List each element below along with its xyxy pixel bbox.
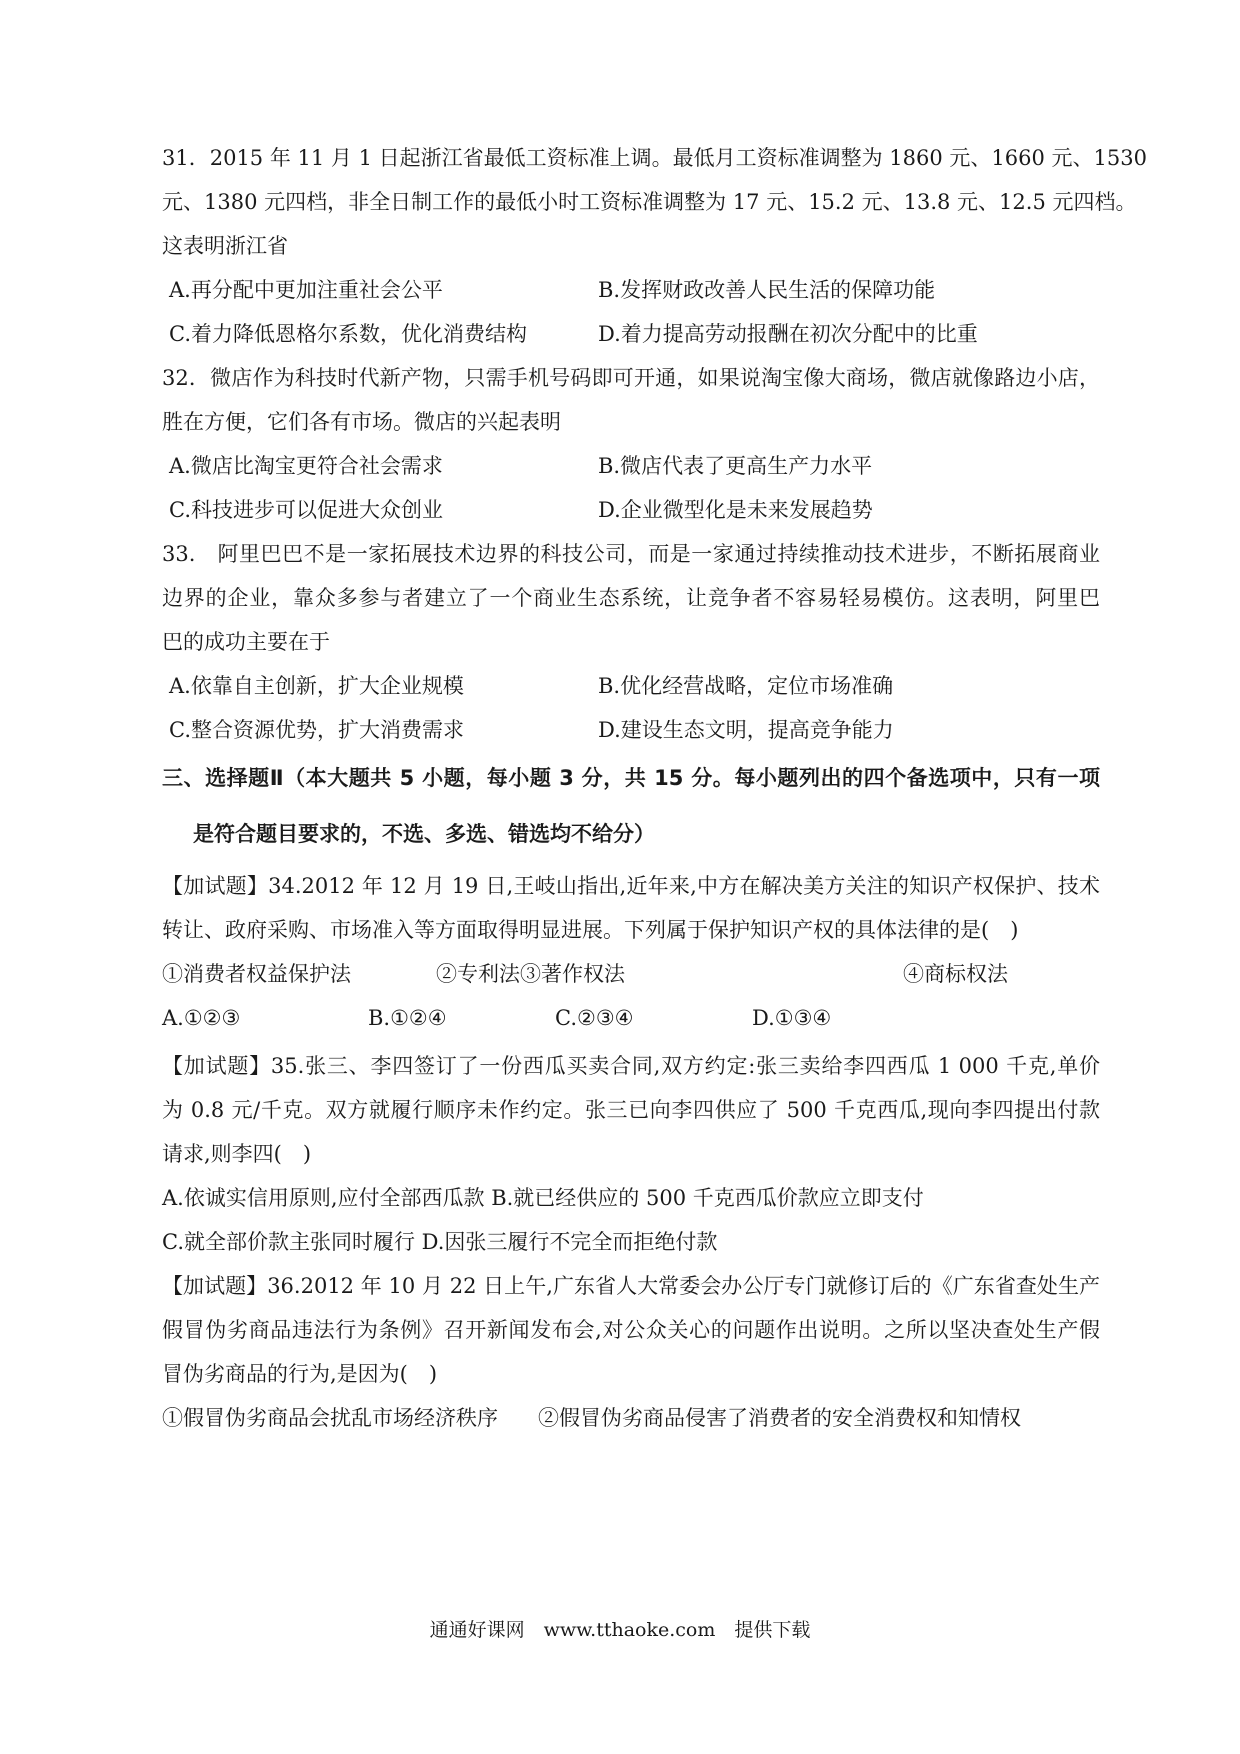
q33-stem-line-2: 边界的企业，靠众多参与者建立了一个商业生态系统，让竞争者不容易轻易模仿。这表明，阿里巴: [162, 586, 1100, 610]
q33-option-a: A.依靠自主创新，扩大企业规模: [169, 674, 464, 698]
q36-item-1: ①假冒伪劣商品会扰乱市场经济秩序: [162, 1406, 498, 1430]
q33-stem-line-3: 巴的成功主要在于: [162, 630, 330, 654]
q32-option-a: A.微店比淘宝更符合社会需求: [169, 454, 443, 478]
q34-item-1: ①消费者权益保护法: [162, 962, 351, 986]
q36-stem-line-1: 【加试题】36.2012 年 10 月 22 日上午,广东省人大常委会办公厅专门就修订后的《广东省查处生产: [162, 1274, 1100, 1298]
q34-option-b: B.①②④: [368, 1006, 447, 1030]
q36-item-2: ②假冒伪劣商品侵害了消费者的安全消费权和知情权: [538, 1406, 1021, 1430]
q34-option-d: D.①③④: [752, 1006, 832, 1030]
section-3-heading-line-2: 是符合题目要求的，不选、多选、错选均不给分）: [193, 822, 655, 846]
q36-stem-line-3: 冒伪劣商品的行为,是因为( ): [162, 1362, 438, 1386]
q31-stem-line-1: 31．2015 年 11 月 1 日起浙江省最低工资标准上调。最低月工资标准调整为 1860 元、1660 元、1530: [162, 146, 1147, 170]
q35-options-row-1: A.依诚实信用原则,应付全部西瓜款 B.就已经供应的 500 千克西瓜价款应立即支付: [162, 1186, 924, 1210]
q33-stem-line-1: 33. 阿里巴巴不是一家拓展技术边界的科技公司，而是一家通过持续推动技术进步，不断拓展商业: [162, 542, 1100, 566]
q31-option-d: D.着力提高劳动报酬在初次分配中的比重: [598, 322, 978, 346]
q31-stem-line-2: 元、1380 元四档，非全日制工作的最低小时工资标准调整为 17 元、15.2 元、13.8 元、12.5 元四档。: [162, 190, 1137, 214]
q36-stem-line-2: 假冒伪劣商品违法行为条例》召开新闻发布会,对公众关心的问题作出说明。之所以坚决查处生产假: [162, 1318, 1100, 1342]
q33-option-d: D.建设生态文明，提高竞争能力: [598, 718, 894, 742]
q31-stem-line-3: 这表明浙江省: [162, 234, 288, 258]
q34-option-c: C.②③④: [555, 1006, 634, 1030]
q32-option-c: C.科技进步可以促进大众创业: [169, 498, 443, 522]
q34-stem-line-2: 转让、政府采购、市场准入等方面取得明显进展。下列属于保护知识产权的具体法律的是( ): [162, 918, 1019, 942]
q33-option-b: B.优化经营战略，定位市场准确: [598, 674, 894, 698]
q34-stem-line-1: 【加试题】34.2012 年 12 月 19 日,王岐山指出,近年来,中方在解决美方关注的知识产权保护、技术: [162, 874, 1100, 898]
q35-stem-line-2: 为 0.8 元/千克。双方就履行顺序未作约定。张三已向李四供应了 500 千克西瓜,现向李四提出付款: [162, 1098, 1100, 1122]
q32-stem-line-2: 胜在方便，它们各有市场。微店的兴起表明: [162, 410, 561, 434]
q32-stem-line-1: 32．微店作为科技时代新产物，只需手机号码即可开通，如果说淘宝像大商场，微店就像路边小店，: [162, 366, 1100, 390]
q31-option-c: C.着力降低恩格尔系数，优化消费结构: [169, 322, 527, 346]
q35-options-row-2: C.就全部价款主张同时履行 D.因张三履行不完全而拒绝付款: [162, 1230, 718, 1254]
q34-option-a: A.①②③: [162, 1006, 241, 1030]
q32-option-b: B.微店代表了更高生产力水平: [598, 454, 873, 478]
page-footer: 通通好课网 www.tthaoke.com 提供下载: [429, 1619, 811, 1641]
section-3-heading-line-1: 三、选择题Ⅱ（本大题共 5 小题，每小题 3 分，共 15 分。每小题列出的四个备选项中，只有一项: [162, 766, 1100, 790]
q34-item-2-3: ②专利法③著作权法: [436, 962, 625, 986]
q31-option-a: A.再分配中更加注重社会公平: [169, 278, 443, 302]
q32-option-d: D.企业微型化是未来发展趋势: [598, 498, 873, 522]
q31-option-b: B.发挥财政改善人民生活的保障功能: [598, 278, 936, 302]
q33-option-c: C.整合资源优势，扩大消费需求: [169, 718, 464, 742]
q35-stem-line-3: 请求,则李四( ): [162, 1142, 312, 1166]
q34-item-4: ④商标权法: [903, 962, 1008, 986]
q35-stem-line-1: 【加试题】35.张三、李四签订了一份西瓜买卖合同,双方约定:张三卖给李四西瓜 1 000 千克,单价: [162, 1054, 1100, 1078]
